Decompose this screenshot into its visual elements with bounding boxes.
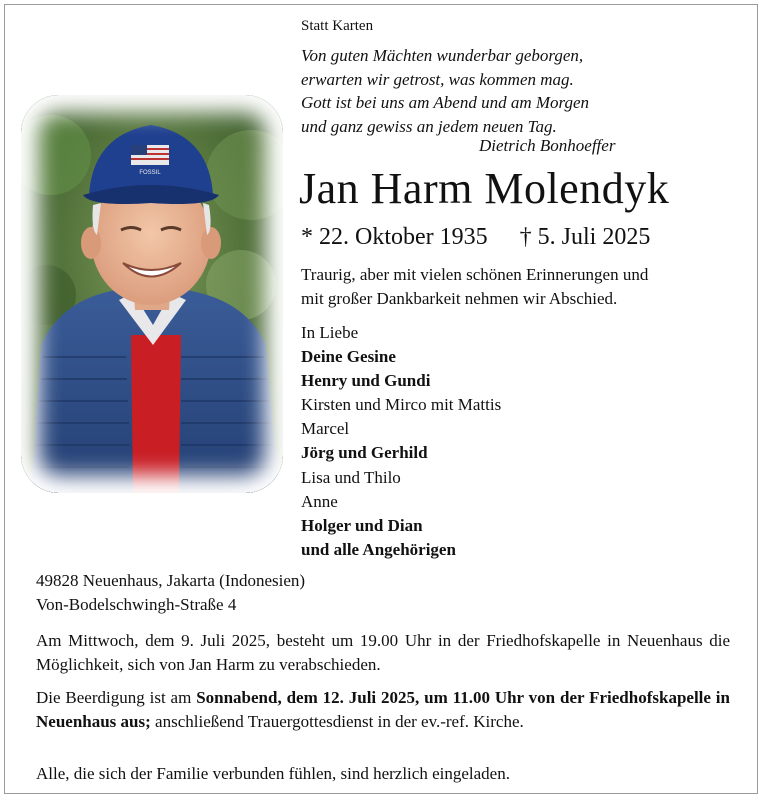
family-line: Marcel [301,419,350,439]
family-line: Deine Gesine [301,347,396,367]
funeral-notice [36,686,730,734]
poem [301,44,589,138]
family-line: Anne [301,491,338,511]
birth-date: * 22. Oktober 1935 [301,224,488,250]
family-line: Henry und Gundi [301,371,431,391]
funeral-notice-bold: Sonnabend, dem 12. Juli 2025, um 11.00 Uhr von der Friedhofskapelle in Neuenhaus aus; [36,688,730,731]
address [36,569,305,617]
obituary-card [4,4,758,794]
intro-text [301,263,648,311]
family-line: Kirsten und Mirco mit Mattis [301,395,502,415]
poem-line: erwarten wir getrost, was kommen mag. [301,69,574,89]
poem-line: Gott ist bei uns am Abend und am Morgen [301,93,590,112]
intro-line: Traurig, aber mit vielen schönen Erinnerungen und [301,265,649,284]
family-line: In Liebe [301,323,359,342]
death-date: † 5. Juli 2025 [519,224,651,250]
poem-author: Dietrich Bonhoeffer [479,136,616,155]
family-line: Lisa und Thilo [301,467,401,487]
poem-line: Von guten Mächten wunderbar geborgen, [301,46,584,65]
intro-line: mit großer Dankbarkeit nehmen wir Abschied. [301,289,618,308]
poem-line: und ganz gewiss an jedem neuen Tag. [301,116,557,136]
funeral-notice-post: anschließend Trauergottesdienst in der ev.-ref. Kirche. [150,712,524,731]
family-line: Jörg und Gerhild [301,443,428,463]
family-list [301,321,501,562]
farewell-notice: Am Mittwoch, dem 9. Juli 2025, besteht um 19.00 Uhr in der Friedhofskapelle in Neuenhaus die Möglichkeit, sich von Jan Harm zu verabschieden. [36,631,730,674]
family-line: Holger und Dian [301,515,423,535]
funeral-notice-pre: Die Beerdigung ist am [36,688,197,707]
address-line: 49828 Neuenhaus, Jakarta (Indonesien) [36,571,306,590]
life-dates [301,224,650,251]
deceased-name: Jan Harm Molendyk [299,164,670,213]
cap-logo-text: FOSSIL [139,170,161,176]
address-line: Von-Bodelschwingh-Straße 4 [36,595,237,614]
portrait-photo [21,95,283,493]
statt-karten-label: Statt Karten [301,18,374,34]
family-line: und alle Angehörigen [301,539,456,559]
invitation-notice: Alle, die sich der Familie verbunden fühlen, sind herzlich eingeladen. [36,764,510,783]
